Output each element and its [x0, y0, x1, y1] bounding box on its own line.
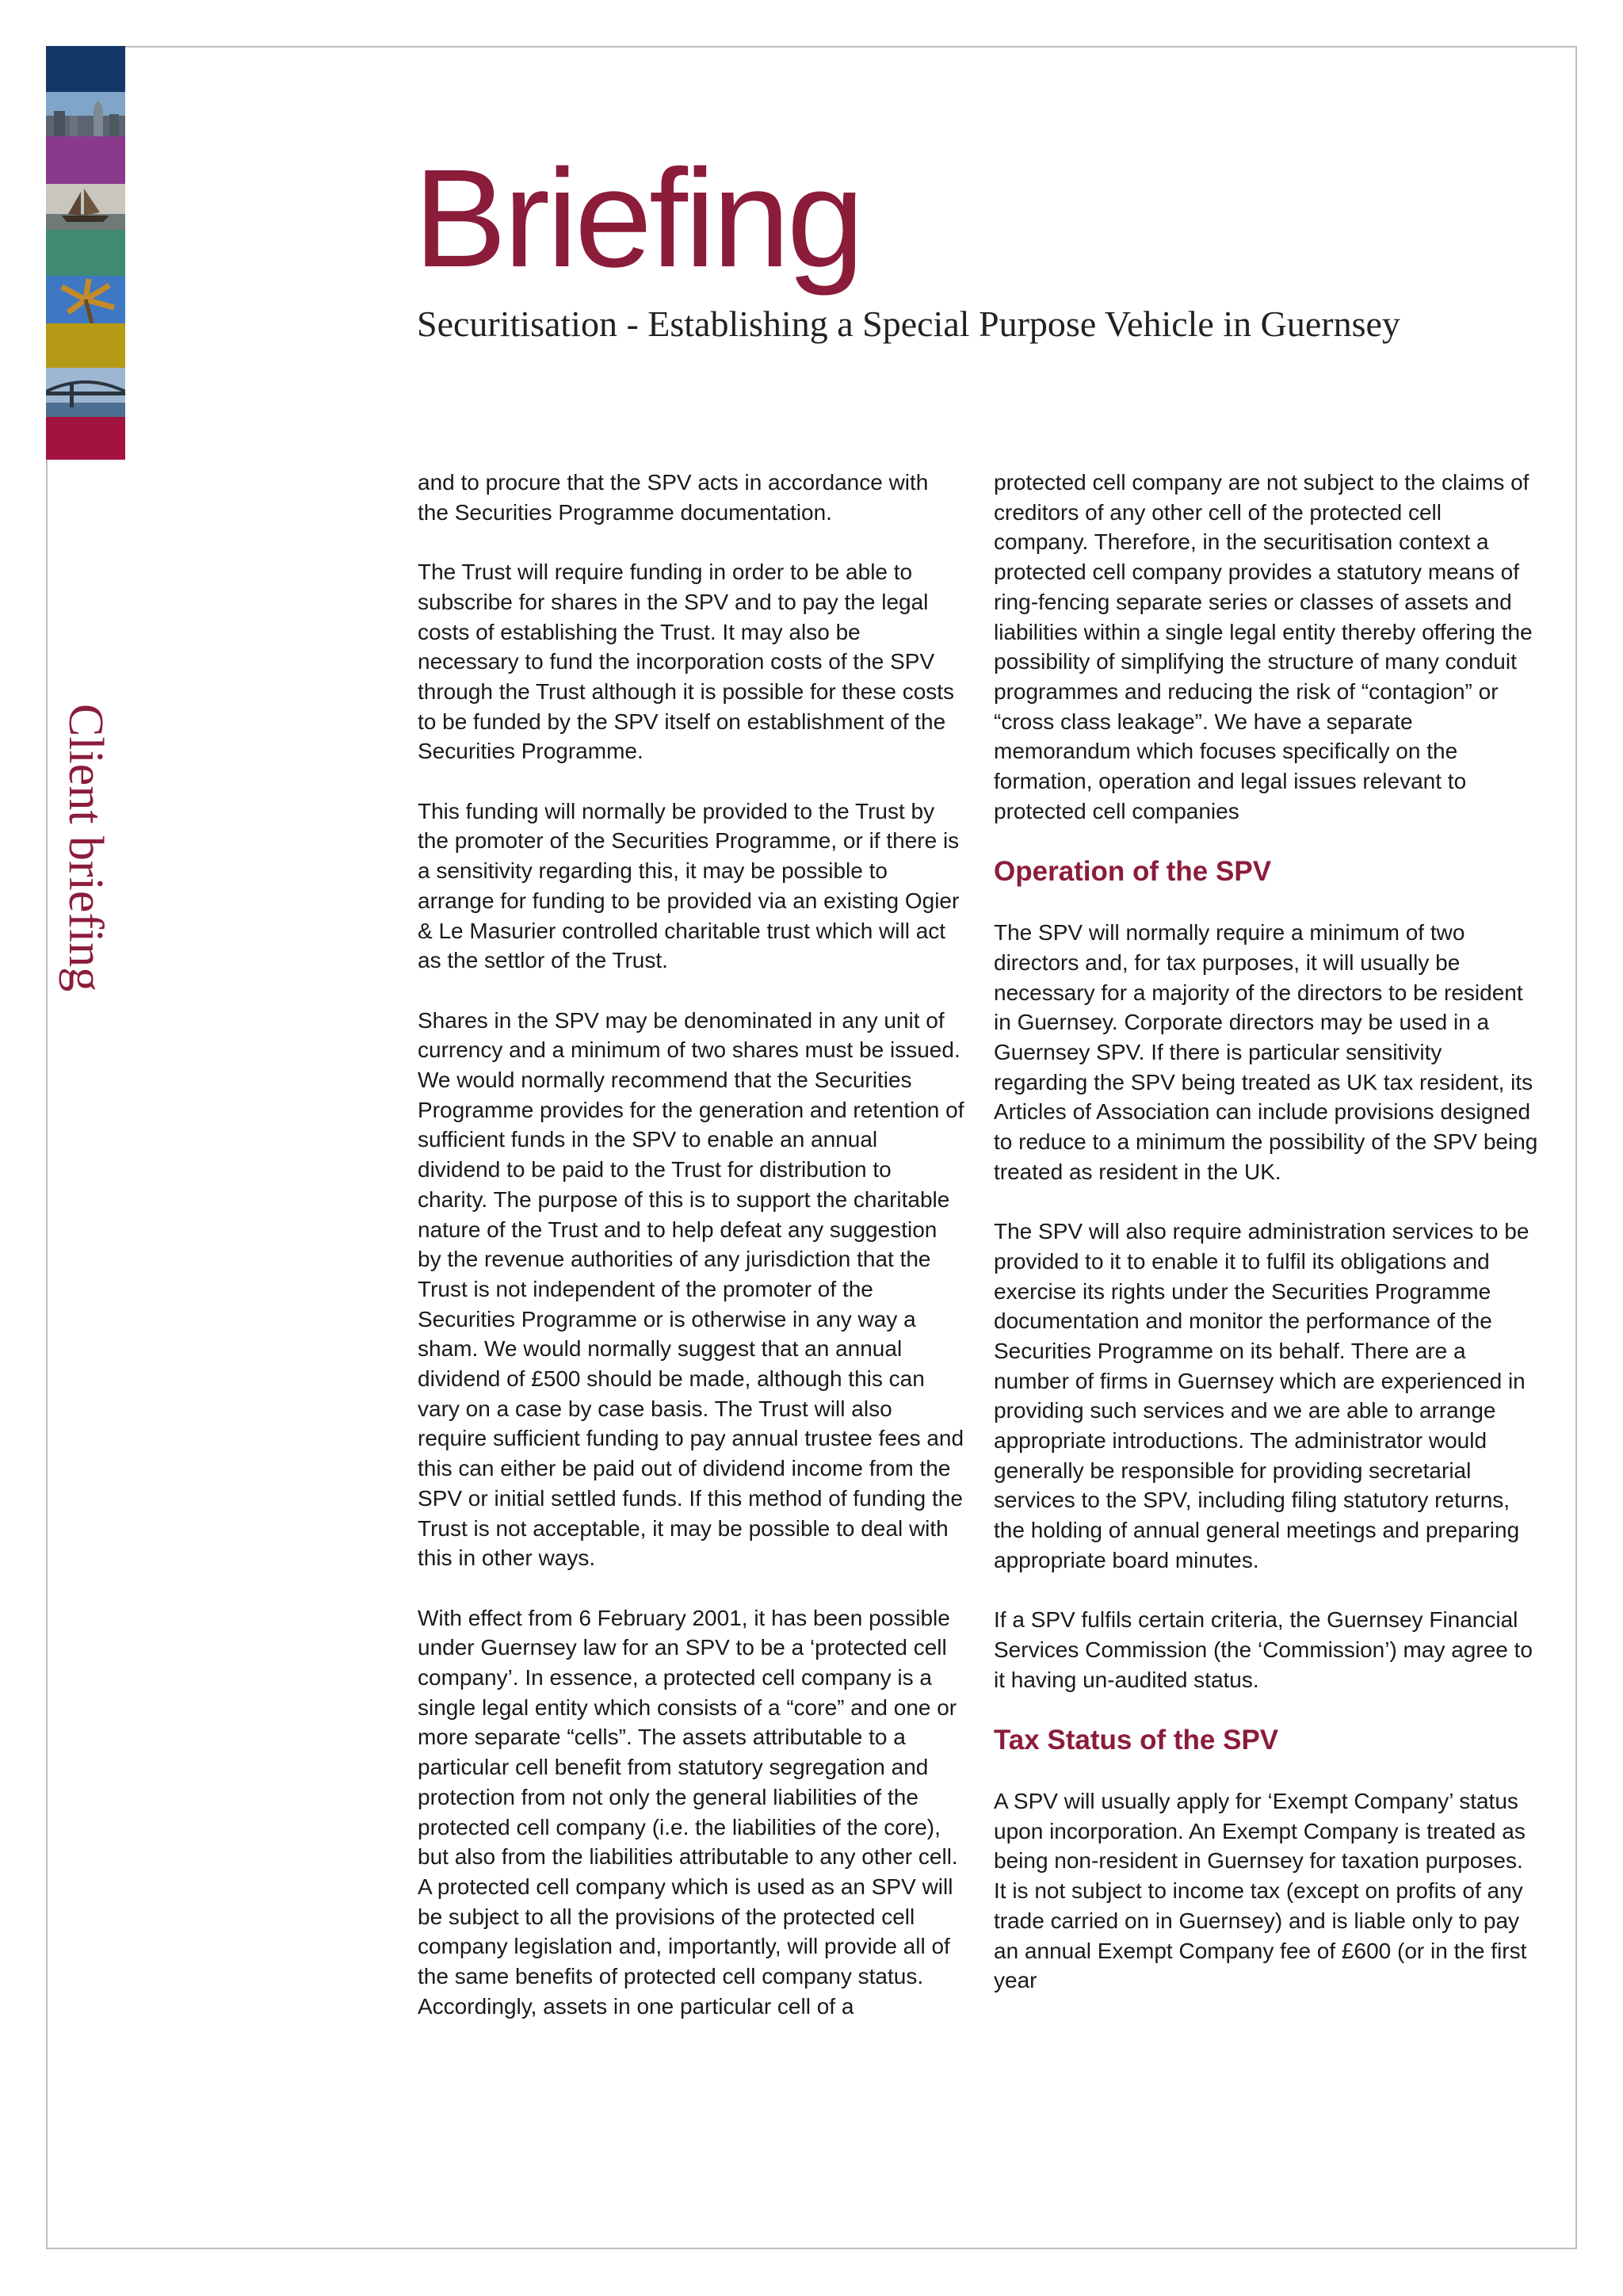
bridge-image — [46, 368, 125, 417]
navy-band — [46, 46, 125, 92]
paragraph: Shares in the SPV may be denominated in any unit of currency and a minimum of two shares must be issued. We would normally recommend that the Securities Programme provides for the generation and retention of sufficient funds in the SPV to enable an annual dividend to be paid to the Trust for distribution to charity. The purpose of this is to support the charitable nature of the Trust and to help defeat any suggestion by the revenue authorities of any jurisdiction that the Trust is not independent of the promoter of the Securities Programme or is otherwise in any way a sham. We would normally suggest that an annual dividend of £500 should be made, although this can vary on a case by case basis. The Trust will also require sufficient funding to pay annual trustee fees and this can either be paid out of dividend income from the SPV or initial settled funds. If this method of funding the Trust is not acceptable, it may be possible to deal with this in other ways. — [418, 1007, 964, 1571]
section-heading-operation: Operation of the SPV — [994, 856, 1272, 888]
paragraph: A SPV will usually apply for ‘Exempt Company’ status upon incorporation. An Exempt Company is treated as being non-resident in Guernsey for taxation purposes. It is not subject to income tax (except on profits of any trade carried on in Guernsey) and is liable only to pay an annual Exempt Company fee of £600 (or in the first year — [994, 1789, 1527, 1993]
decorative-image-strip — [46, 46, 125, 460]
palm-tree-image — [46, 276, 125, 323]
page-title: Briefing — [414, 141, 861, 296]
crimson-band — [46, 417, 125, 460]
green-band — [46, 230, 125, 276]
boat-image — [46, 184, 125, 230]
paragraph: and to procure that the SPV acts in accordance with the Securities Programme documentation. — [418, 470, 929, 525]
paragraph: If a SPV fulfils certain criteria, the Guernsey Financial Services Commission (the ‘Commission’) may agree to it having un-audited status. — [994, 1607, 1533, 1692]
text-column-right — [994, 468, 1541, 2026]
side-label: Client briefing — [59, 704, 113, 992]
olive-band — [46, 323, 125, 368]
paragraph: This funding will normally be provided to the Trust by the promoter of the Securities Programme, or if there is a sensitivity regarding this, it may be possible to arrange for funding to be provided via an existing Ogier & Le Masurier controlled charitable trust which will act as the settlor of the Trust. — [418, 798, 960, 973]
paragraph: protected cell company are not subject to the claims of creditors of any other cell of the protected cell company. Therefore, in the securitisation context a protected cell company provides a statutory means of ring-fencing separate series or classes of assets and liabilities within a single legal entity thereby offering the possibility of simplifying the structure of many conduit programmes and reducing the risk of “contagion” or “cross class leakage”. We have a separate memorandum which focuses specifically on the formation, operation and legal issues relevant to protected cell companies — [994, 470, 1533, 823]
paragraph: The SPV will normally require a minimum of two directors and, for tax purposes, it will usually be necessary for a majority of the directors to be resident in Guernsey. Corporate directors may be used in a Guernsey SPV. If there is particular sensitivity regarding the SPV being treated as UK tax resident, its Articles of Association can include provisions designed to reduce to a minimum the possibility of the SPV being treated as resident in the UK. — [994, 920, 1538, 1184]
purple-band — [46, 136, 125, 184]
city-skyline-image — [46, 92, 125, 136]
text-column-left — [418, 468, 964, 2051]
section-heading-tax-status: Tax Status of the SPV — [994, 1725, 1279, 1756]
paragraph: The Trust will require funding in order to be able to subscribe for shares in the SPV and to pay the legal costs of establishing the Trust. It may also be necessary to fund the incorporation costs of the SPV through the Trust although it is possible for these costs to be funded by the SPV itself on establishment of the Securities Programme. — [418, 560, 955, 764]
page-subtitle: Securitisation - Establishing a Special Purpose Vehicle in Guernsey — [417, 304, 1400, 344]
paragraph: With effect from 6 February 2001, it has been possible under Guernsey law for an SPV to be a ‘protected cell company’. In essence, a protected cell company is a single legal entity which consists of a “core” and one or more separate “cells”. The assets attributable to a particular cell benefit from statutory segregation and protection from not only the general liabilities of the protected cell company (i.e. the liabilities of the core), but also from the liabilities attributable to any other cell. A protected cell company which is used as an SPV will be subject to all the provisions of the protected cell company legislation and, importantly, will provide all of the same benefits of protected cell company status. Accordingly, assets in one particular cell of a — [418, 1605, 958, 2019]
paragraph: The SPV will also require administration services to be provided to it to enable it to fulfil its obligations and exercise its rights under the Securities Programme documentation and monitor the performance of the Securities Programme on its behalf. There are a number of firms in Guernsey which are experienced in providing such services and we are able to arrange appropriate introductions. The administrator would generally be responsible for providing secretarial services to the SPV, including filing statutory returns, the holding of annual general meetings and preparing appropriate board minutes. — [994, 1219, 1529, 1572]
